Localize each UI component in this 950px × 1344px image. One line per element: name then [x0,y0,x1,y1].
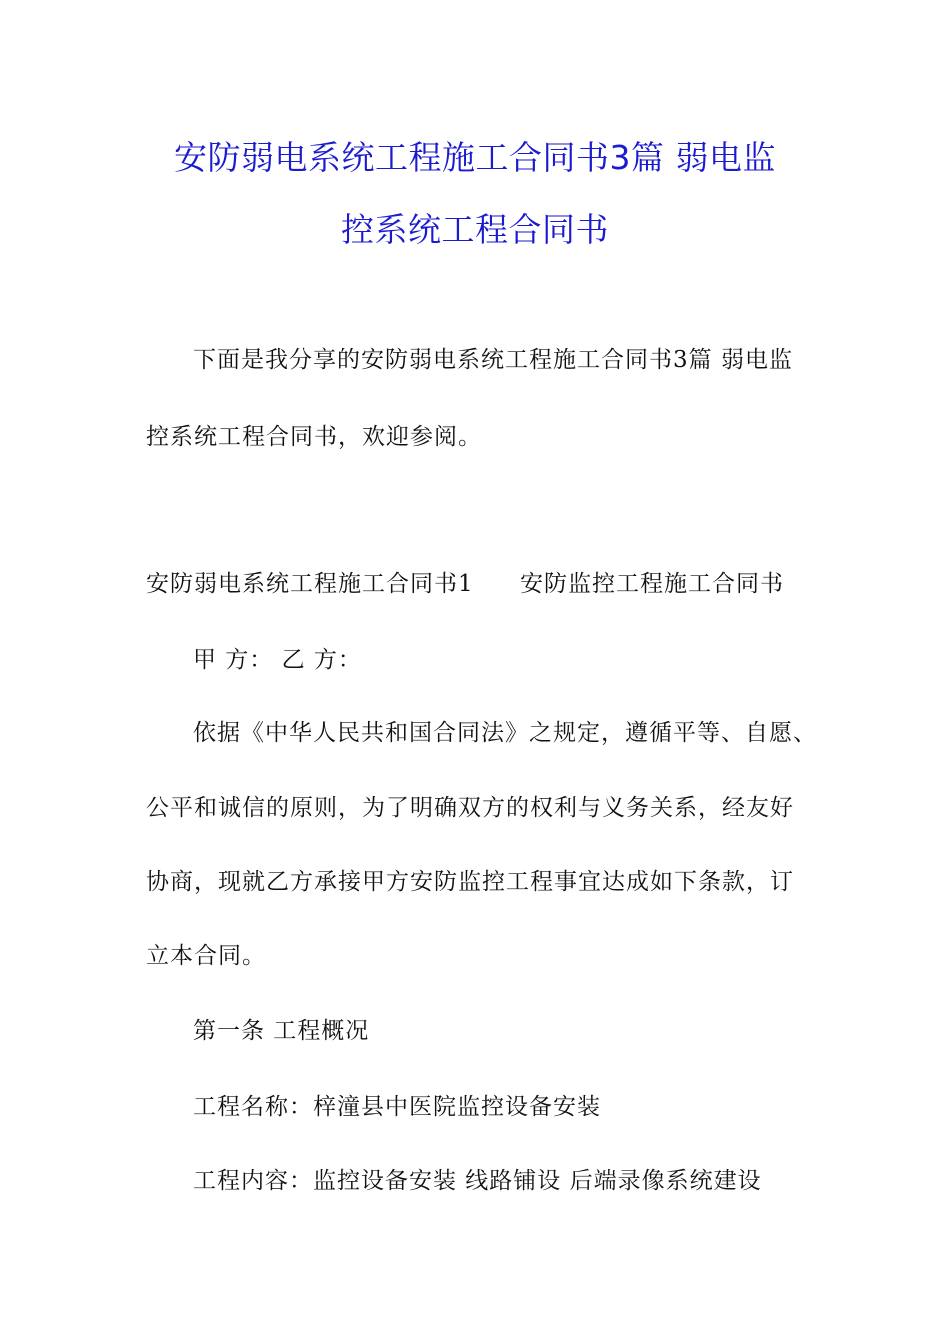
section-heading-left: 安防弱电系统工程施工合同书1 [146,571,474,597]
project-content-line: 工程内容：监控设备安装 线路铺设 后端录像系统建设 [193,1168,762,1194]
project-name-line: 工程名称：梓潼县中医院监控设备安装 [193,1094,601,1120]
paragraph-1-line-3: 协商，现就乙方承接甲方安防监控工程事宜达成如下条款，订 [146,869,794,895]
paragraph-1-line-1: 依据《中华人民共和国合同法》之规定，遵循平等、自愿、 [193,720,817,746]
parties-line: 甲 方： 乙 方： [193,647,362,673]
document-title-line-2: 控系统工程合同书 [341,210,609,249]
article-1-title: 第一条 工程概况 [193,1018,370,1044]
intro-line-1: 下面是我分享的安防弱电系统工程施工合同书3篇 弱电监 [193,347,793,373]
document-title-line-1: 安防弱电系统工程施工合同书3篇 弱电监 [174,138,776,177]
intro-line-2: 控系统工程合同书，欢迎参阅。 [146,424,482,450]
paragraph-1-line-4: 立本合同。 [146,943,266,969]
section-heading-right: 安防监控工程施工合同书 [520,571,784,597]
paragraph-1-line-2: 公平和诚信的原则，为了明确双方的权利与义务关系，经友好 [146,795,794,821]
